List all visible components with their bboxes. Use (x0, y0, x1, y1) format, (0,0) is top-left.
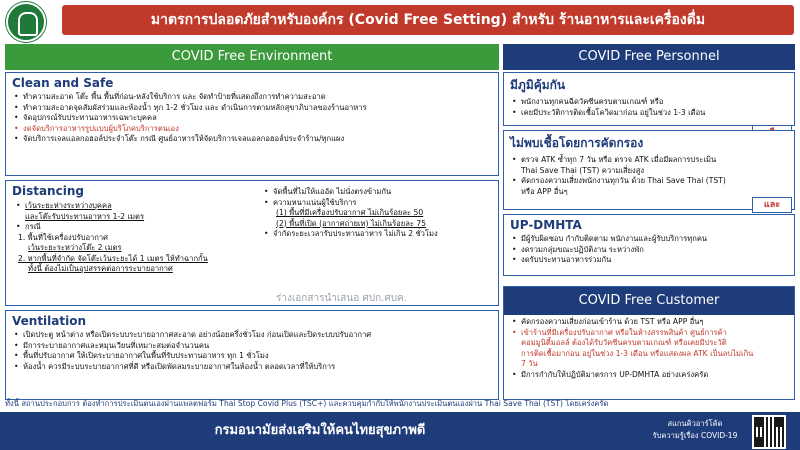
list-item: • จัดบริการเจลแอลกอฮอล์ประจำโต๊ะ กรณี ศูนย์อาหารให้จัดบริการเจลแอลกอฮอล์ประจำร้าน/ทุกแผง (14, 134, 498, 145)
list-item: • คัดกรองความเสี่ยงพนักงานทุกวัน ด้วย Thai Save Thai (TST) (512, 176, 794, 187)
immunity-title: มีภูมิคุ้มกัน (510, 78, 566, 92)
list-item: • มีการกำกับให้ปฏิบัติมาตรการ UP-DMHTA อย่างเคร่งครัด (512, 370, 794, 381)
scan-caption (640, 418, 750, 442)
up-dmhta-title: UP-DMHTA (510, 218, 582, 232)
qr-code-icon[interactable] (752, 415, 786, 449)
list-item: • มีผู้รับผิดชอบ กำกับติดตาม พนักงานและผู้รับบริการทุกคน (512, 234, 794, 245)
up-dmhta-box (503, 214, 795, 276)
personnel-heading: COVID Free Personnel (503, 44, 795, 70)
list-item (16, 201, 258, 212)
distancing-case-2-sub: ทั้งนี้ ต้องไม่เป็นอุปสรรคต่อการระบายอากาศ (28, 264, 173, 273)
distancing-case-2: 2. หากพื้นที่จำกัด จัดโต๊ะเว้นระยะได้ 1 เมตร ให้ทำฉากกั้น (18, 253, 208, 263)
distancing-item-1-sub: และโต๊ะรับประทานอาหาร 1-2 เมตร (25, 211, 145, 221)
distancing-item-1: เว้นระยะห่างระหว่างบุคคล (25, 201, 112, 210)
list-item: • จำกัดระยะเวลารับประทานอาหาร ไม่เกิน 2 ชั่วโมง (264, 229, 496, 240)
distancing-right-column (256, 187, 496, 240)
customer-item-2-cont: คอมมูนิตี้มอลล์ ต้องได้รับวัคซีนครบตามเกณฑ์ หรือเคยมีประวัติ (521, 338, 727, 347)
and-tag: และ (752, 197, 792, 213)
distancing-case-1: 1. พื้นที่ใช้เครื่องปรับอากาศ (18, 232, 108, 242)
footnote: ทั้งนี้ สถานประกอบการ ต้องทำการประเมินตนเองผ่านแพลตฟอร์ม Thai Stop Covid Plus (TSC+) และควบคุมกำกับให้พนักงานประเมินตนเองผ่าน Thai Save Thai (TST) โดยเคร่งครัด (5, 399, 609, 408)
list-item: • เคยมีประวัติการติดเชื้อโควิดมาก่อน อยู่ในช่วง 1-3 เดือน (512, 108, 794, 119)
draft-watermark: ร่างเอกสารนำเสนอ ศปก.ศบค. (276, 293, 407, 304)
list-item: • งดรับประทานอาหารร่วมกัน (512, 255, 794, 266)
atk-item-2-cont: หรือ APP อื่นๆ (521, 186, 568, 196)
list-item: • เปิดประตู หน้าต่าง หรือเปิดระบบระบายอากาศสะอาด อย่างน้อยครึ่งชั่วโมง ก่อนเปิดและปิดระบบปรับอากาศ (14, 330, 498, 341)
clean-safe-title: Clean and Safe (12, 76, 114, 90)
atk-item-1-cont: Thai Save Thai (TST) ความเสี่ยงสูง (521, 165, 645, 175)
list-item: • ห้องน้ำ ควรมีระบบระบายอากาศที่ดี หรือเปิดพัดลมระบายอากาศในห้องน้ำ ตลอดเวลาที่ให้บริการ (14, 362, 498, 373)
footer-org-slogan: กรมอนามัยส่งเสริมให้คนไทยสุขภาพดี (214, 423, 426, 438)
list-item: • ทำความสะอาด โต๊ะ พื้น พื้นที่ก่อน-หลังใช้บริการ และ จัดทำป้ายที่แสดงถึงการทำความสะอาด (14, 92, 498, 103)
customer-item-2-cont: การติดเชื้อมาก่อน อยู่ในช่วง 1-3 เดือน หรือแสดงผล ATK เป็นลบไม่เกิน (521, 348, 754, 358)
list-item: • พื้นที่ปรับอากาศ ให้เปิดระบายอากาศในพื้นที่รับประทานอาหาร ทุก 1 ชั่วโมง (14, 351, 498, 362)
distancing-case-1-sub: เว้นระยะระหว่างโต๊ะ 2 เมตร (28, 243, 122, 252)
list-item: • งดรวมกลุ่มขณะปฏิบัติงาน ระหว่างพัก (512, 245, 794, 256)
list-item: • กรณี (16, 222, 258, 233)
list-item: • เข้าร้านที่มีเครื่องปรับอากาศ หรือในห้างสรรพสินค้า ศูนย์การค้า (512, 328, 794, 339)
list-item: • จัดพื้นที่ไม่ให้แออัด ไม่นั่งตรงข้ามกัน (264, 187, 496, 198)
distancing-left-column (8, 201, 258, 275)
ventilation-box (5, 310, 499, 400)
list-item: • คัดกรองความเสี่ยงก่อนเข้าร้าน ด้วย TST หรือ APP อื่นๆ (512, 317, 794, 328)
ventilation-title: Ventilation (12, 314, 87, 328)
title-bar (62, 5, 794, 35)
clean-safe-list (14, 92, 498, 145)
list-item: • งดจัดบริการอาหารรูปแบบผู้บริโภคบริการตนเอง (14, 124, 498, 135)
list-item: • ทำความสะอาดจุดสัมผัสร่วมและห้องน้ำ ทุก 1-2 ชั่วโมง และ ดำเนินการตามหลักสุขาภิบาลของร้านอาหาร (14, 103, 498, 114)
environment-heading: COVID Free Environment (5, 44, 499, 70)
customer-heading: COVID Free Customer (504, 287, 794, 315)
distancing-box (5, 180, 499, 306)
atk-title: ไม่พบเชื้อโดยการคัดกรอง (510, 136, 644, 150)
scan-caption-line-2: รับความรู้เรื่อง COVID-19 (652, 431, 738, 440)
footer (0, 412, 800, 450)
clean-safe-box (5, 72, 499, 176)
ventilation-list (14, 330, 498, 372)
customer-item-2-cont: 7 วัน (521, 359, 538, 368)
list-item: • มีการระบายอากาศและหมุนเวียนที่เหมาะสมต่อจำนวนคน (14, 341, 498, 352)
distancing-title: Distancing (12, 184, 84, 198)
page-title: มาตรการปลอดภัยสำหรับองค์กร (Covid Free Setting) สำหรับ ร้านอาหารและเครื่องดื่ม (150, 12, 706, 28)
list-item: • ตรวจ ATK ซ้ำทุก 7 วัน หรือ ตรวจ ATK เมื่อมีผลการประเมิน (512, 155, 794, 166)
density-rule-1: (1) พื้นที่มีเครื่องปรับอากาศ ไม่เกินร้อยละ 50 (276, 208, 424, 217)
scan-caption-line-1: สแกนคิวอาร์โค้ด (667, 419, 723, 428)
header (0, 0, 800, 40)
customer-box (503, 286, 795, 400)
list-item: • จัดอุปกรณ์รับประทานอาหารเฉพาะบุคคล (14, 113, 498, 124)
department-of-health-logo (6, 2, 46, 42)
list-item: • ความหนาแน่นผู้ใช้บริการ (264, 198, 496, 209)
immunity-box (503, 72, 795, 126)
density-rule-2: (2) พื้นที่เปิด (อากาศถ่ายเท) ไม่เกินร้อยละ 75 (276, 218, 426, 228)
list-item: • พนักงานทุกคนฉีดวัคซีนครบตามเกณฑ์ หรือ (512, 97, 794, 108)
